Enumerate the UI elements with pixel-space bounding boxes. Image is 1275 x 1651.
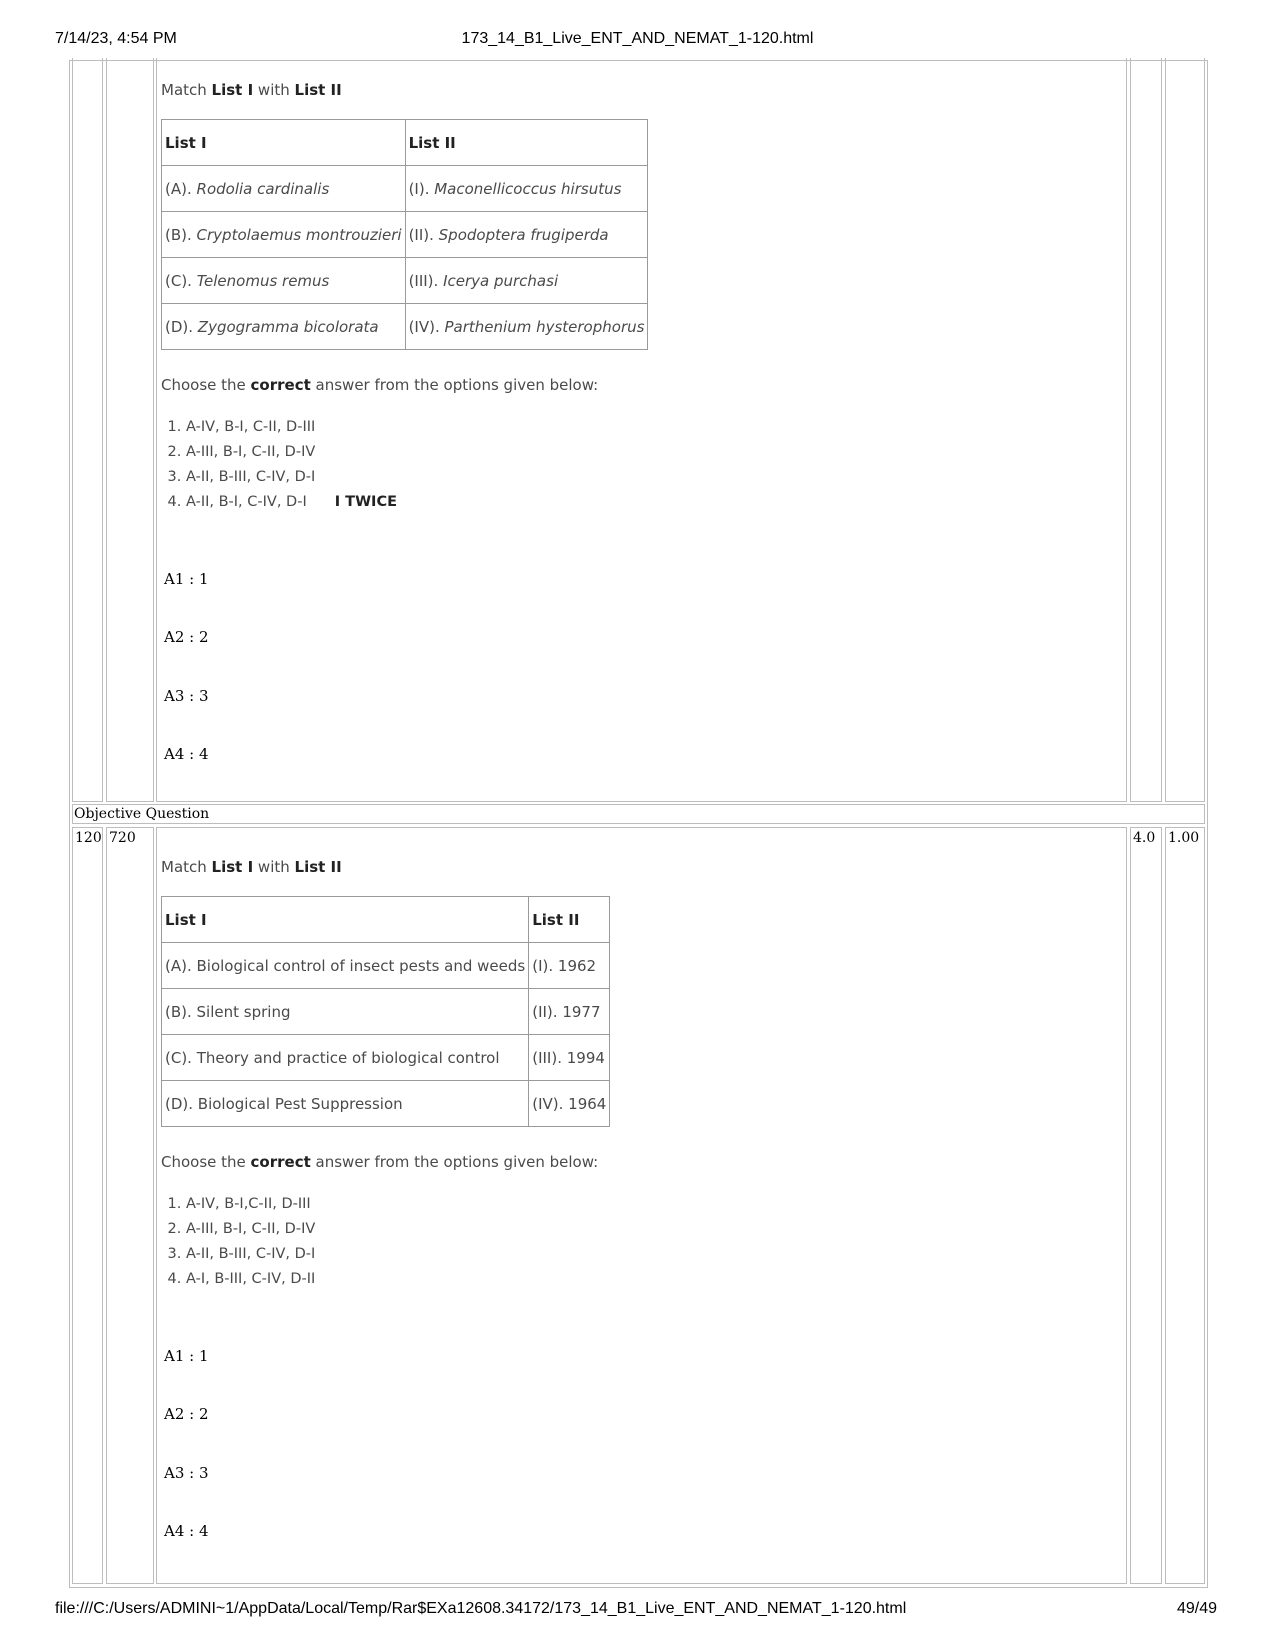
q1-row-b-right: (II). Spodoptera frugiperda bbox=[405, 212, 648, 258]
q1-note: I TWICE bbox=[334, 494, 398, 510]
q1-row-a-right: (I). Maconellicoccus hirsutus bbox=[405, 166, 648, 212]
page-number: 49/49 bbox=[1176, 1600, 1217, 1617]
q2-answer-1: A1 : 1 bbox=[164, 1347, 209, 1365]
q2-id: 720 bbox=[109, 830, 136, 846]
q1-intro: Match List I with List II bbox=[161, 81, 342, 99]
q1-row-b-left: (B). Cryptolaemus montrouzieri bbox=[162, 212, 406, 258]
q2-row-c-left: (C). Theory and practice of biological control bbox=[162, 1035, 529, 1081]
q2-marks-cell bbox=[1130, 827, 1162, 1584]
q2-id-cell bbox=[106, 827, 154, 1584]
q1-id-cell bbox=[106, 58, 154, 802]
list-item: 2. A-III, B-I, C-II, D-IV bbox=[186, 1217, 315, 1242]
q2-answer-4: A4 : 4 bbox=[164, 1522, 209, 1540]
table-row bbox=[162, 897, 610, 943]
q2-options bbox=[161, 1192, 315, 1292]
q2-row-b-left: (B). Silent spring bbox=[162, 989, 529, 1035]
print-file-path: file:///C:/Users/ADMINI~1/AppData/Local/Temp/Rar$EXa12608.34172/173_14_B1_Live_ENT_AND_NEMAT_1-120.html bbox=[55, 1600, 907, 1617]
list-item: 3. A-II, B-III, C-IV, D-I bbox=[186, 465, 397, 490]
q2-instruction: Choose the correct answer from the options given below: bbox=[161, 1153, 599, 1171]
q1-col2-header: List II bbox=[405, 120, 648, 166]
q1-row-a-left: (A). Rodolia cardinalis bbox=[162, 166, 406, 212]
q2-col1-header: List I bbox=[162, 897, 529, 943]
q2-row-d-right: (IV). 1964 bbox=[529, 1081, 610, 1127]
q1-row-d-right: (IV). Parthenium hysterophorus bbox=[405, 304, 648, 350]
list-item: 4. A-II, B-I, C-IV, D-I I TWICE bbox=[186, 490, 397, 515]
table-row bbox=[162, 1081, 610, 1127]
table-row bbox=[162, 212, 648, 258]
list-item: 1. A-IV, B-I, C-II, D-III bbox=[186, 415, 397, 440]
q1-neg-cell bbox=[1165, 58, 1205, 802]
q2-row-c-right: (III). 1994 bbox=[529, 1035, 610, 1081]
q1-answer-1: A1 : 1 bbox=[164, 570, 209, 588]
q2-intro: Match List I with List II bbox=[161, 858, 342, 876]
q1-options bbox=[161, 415, 397, 515]
q1-answer-3: A3 : 3 bbox=[164, 687, 209, 705]
q2-marks: 4.0 bbox=[1133, 830, 1156, 846]
section-label-cell bbox=[72, 804, 1205, 824]
q1-answer-4: A4 : 4 bbox=[164, 745, 209, 763]
q2-row-b-right: (II). 1977 bbox=[529, 989, 610, 1035]
q1-row-d-left: (D). Zygogramma bicolorata bbox=[162, 304, 406, 350]
q2-row-a-right: (I). 1962 bbox=[529, 943, 610, 989]
q2-col2-header: List II bbox=[529, 897, 610, 943]
q2-row-a-left: (A). Biological control of insect pests and weeds bbox=[162, 943, 529, 989]
q1-marks-cell bbox=[1130, 58, 1162, 802]
q2-answer-2: A2 : 2 bbox=[164, 1405, 209, 1423]
list-item: 2. A-III, B-I, C-II, D-IV bbox=[186, 440, 397, 465]
q1-answer-2: A2 : 2 bbox=[164, 628, 209, 646]
section-label: Objective Question bbox=[74, 806, 210, 822]
q2-num-cell bbox=[72, 827, 103, 1584]
q1-col1-header: List I bbox=[162, 120, 406, 166]
print-datetime: 7/14/23, 4:54 PM bbox=[55, 30, 177, 47]
list-item: 1. A-IV, B-I,C-II, D-III bbox=[186, 1192, 315, 1217]
q1-row-c-left: (C). Telenomus remus bbox=[162, 258, 406, 304]
list-item: 4. A-I, B-III, C-IV, D-II bbox=[186, 1267, 315, 1292]
table-row bbox=[162, 943, 610, 989]
q1-row-c-right: (III). Icerya purchasi bbox=[405, 258, 648, 304]
table-row bbox=[162, 120, 648, 166]
q1-match-table bbox=[161, 119, 648, 350]
q2-match-table bbox=[161, 896, 610, 1127]
q2-negative-marks: 1.00 bbox=[1168, 830, 1200, 846]
q2-answer-3: A3 : 3 bbox=[164, 1464, 209, 1482]
q1-instruction: Choose the correct answer from the options given below: bbox=[161, 376, 599, 394]
table-row bbox=[162, 304, 648, 350]
table-row bbox=[162, 166, 648, 212]
q2-number: 120 bbox=[75, 830, 102, 846]
q2-row-d-left: (D). Biological Pest Suppression bbox=[162, 1081, 529, 1127]
list-item: 3. A-II, B-III, C-IV, D-I bbox=[186, 1242, 315, 1267]
q1-num-cell bbox=[72, 58, 103, 802]
table-row bbox=[162, 989, 610, 1035]
q2-neg-cell bbox=[1165, 827, 1205, 1584]
table-row bbox=[162, 1035, 610, 1081]
table-row bbox=[162, 258, 648, 304]
print-filename: 173_14_B1_Live_ENT_AND_NEMAT_1-120.html bbox=[461, 30, 814, 47]
